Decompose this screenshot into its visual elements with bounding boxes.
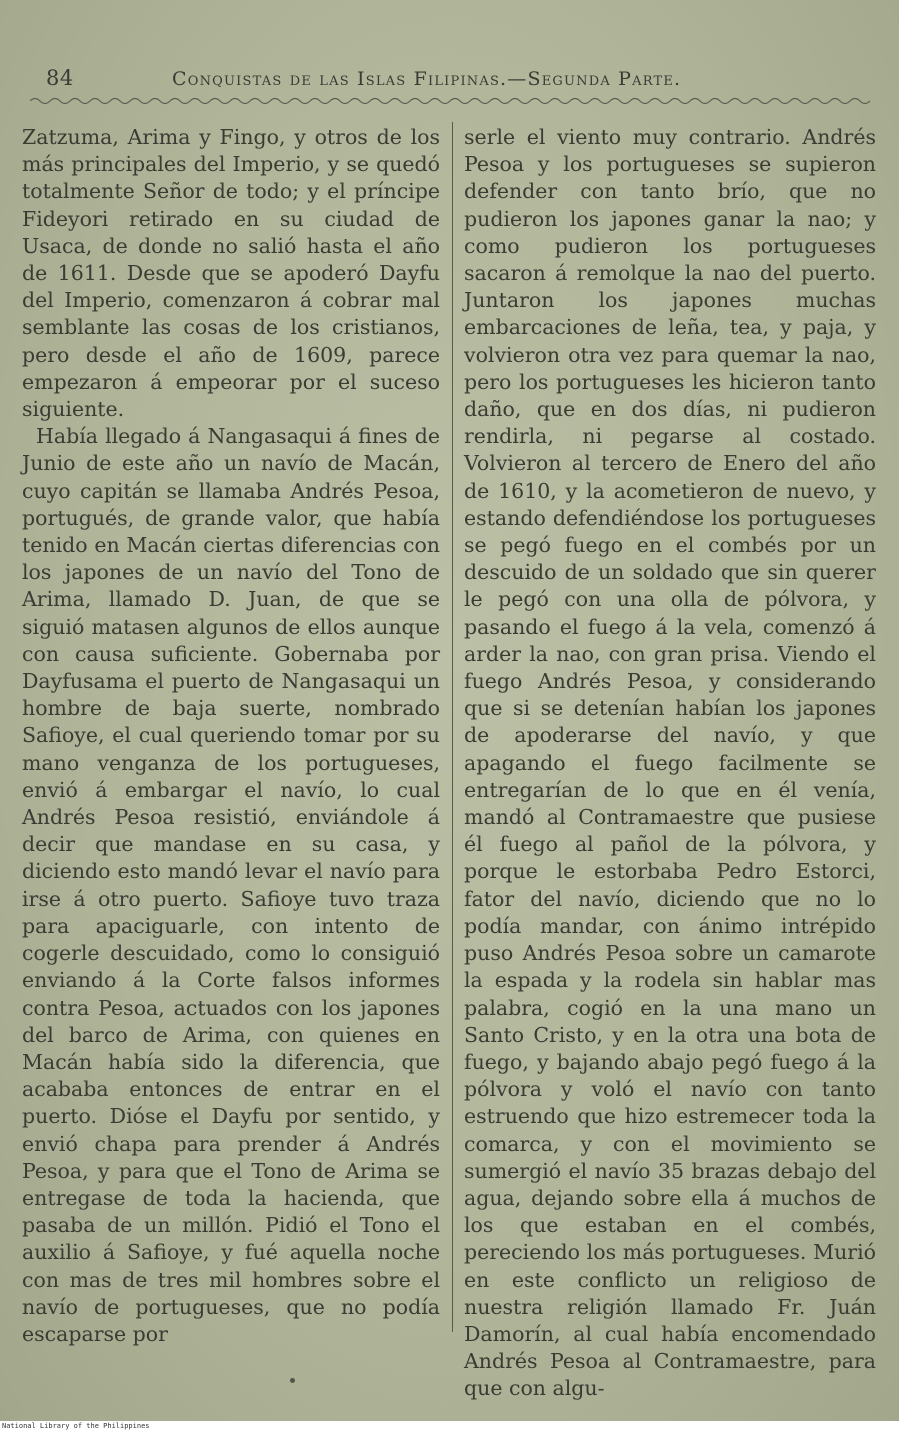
column-divider <box>452 122 453 1332</box>
page-number: 84 <box>46 66 74 90</box>
paragraph: Había llegado á Nangasaqui á fines de Junio de este año un navío de Macán, cuyo capitán se llamaba Andrés Pesoa, portugués, de grande valor, que había tenido en Macán ciertas diferencias con los japones de un navío del Tono de Arima, llamado D. Juan, de que se siguió matasen algunos de ellos aunque con causa suficiente. Gobernaba por Dayfusama el puerto de Nangasaqui un hombre de baja suerte, nombrado Safioye, el cual queriendo tomar por su mano venganza de los portugueses, envió á embargar el navío, lo cual Andrés Pesoa resistió, enviándole á decir que mandase en su casa, y diciendo esto mandó levar el navío para irse á otro puerto. Safioye tuvo traza para apaciguarle, con intento de cogerle descuidado, como lo consiguió enviando á la Corte falsos informes contra Pesoa, actuados con los japones del barco de Arima, con quienes en Macán había sido la diferencia, que acababa entonces de entrar en el puerto. Dióse el Dayfu por sentido, y envió chapa para prender á Andrés Pesoa, y para que el Tono de Arima se entregase de toda la hacienda, que pasaba de un millón. Pidió el Tono el auxilio á Safioye, y fué aquella noche con mas de tres mil hombres sobre el navío de portugueses, que no podía escaparse por <box>22 424 440 1346</box>
paragraph: serle el viento muy contrario. Andrés Pesoa y los portugueses se supieron defender con tanto brío, que no pudieron los japones ganar la nao; y como pudieron los portugueses sacaron á remolque la nao del puerto. Juntaron los japones muchas embarcaciones de leña, tea, y paja, y volvieron otra vez para quemar la nao, pero los portugueses les hicieron tanto daño, que en dos días, ni pudieron rendirla, ni pegarse al costado. Volvieron al tercero de Enero del año de 1610, y la acometieron de nuevo, y estando defendiéndose los portugueses se pegó fuego en el combés por un descuido de un soldado que sin querer le pegó con una olla de pólvora, y pasando el fuego á la vela, comenzó á arder la nao, con gran prisa. Viendo el fuego Andrés Pesoa, y considerando que si se detenían habían los japones de apoderarse del navío, y que apagando el fuego facilmente se entregarían de lo que en él venía, mandó al Contramaestre que pusiese él fuego al pañol de la pólvora, y porque le estorbaba Pedro Estorci, fator del navío, diciendo que no lo podía mandar, con ánimo intrépido puso Andrés Pesoa sobre un camarote la espada y la rodela sin hablar mas palabra, cogió en la una mano un Santo Cristo, y en la otra una bota de fuego, y bajando abajo pegó fuego á la pólvora y voló el navío con tanto estruendo que hizo estremecer toda la comarca, y con el movimiento se sumergió el navío 35 brazas debajo del agua, dejando sobre ella á muchos de los que estaban en el combés, pereciendo los más portugueses. Murió en este conflicto un religioso de nuestra religión llamado Fr. Juán Damorín, al cual había encomendado Andrés Pesoa al Contramaestre, para que con algu- <box>464 125 876 1401</box>
left-column <box>22 124 440 1348</box>
paragraph: Zatzuma, Arima y Fingo, y otros de los más principales del Imperio, y se quedó totalmente Señor de todo; y el príncipe Fideyori retirado en su ciudad de Usaca, de donde no salió hasta el año de 1611. Desde que se apoderó Dayfu del Imperio, comenzaron á cobrar mal semblante las cosas de los cristianos, pero desde el año de 1609, parece empezaron á empeorar por el suceso siguiente. <box>22 125 440 422</box>
ink-spot <box>290 1378 295 1383</box>
decorative-wavy-rule <box>30 96 875 106</box>
running-head: Conquistas de las Islas Filipinas.—Segunda Parte. <box>172 68 682 90</box>
footer-bar <box>0 1421 899 1433</box>
right-column <box>464 124 876 1403</box>
page-header <box>40 66 860 96</box>
library-credit: National Library of the Philippines <box>2 1422 150 1430</box>
